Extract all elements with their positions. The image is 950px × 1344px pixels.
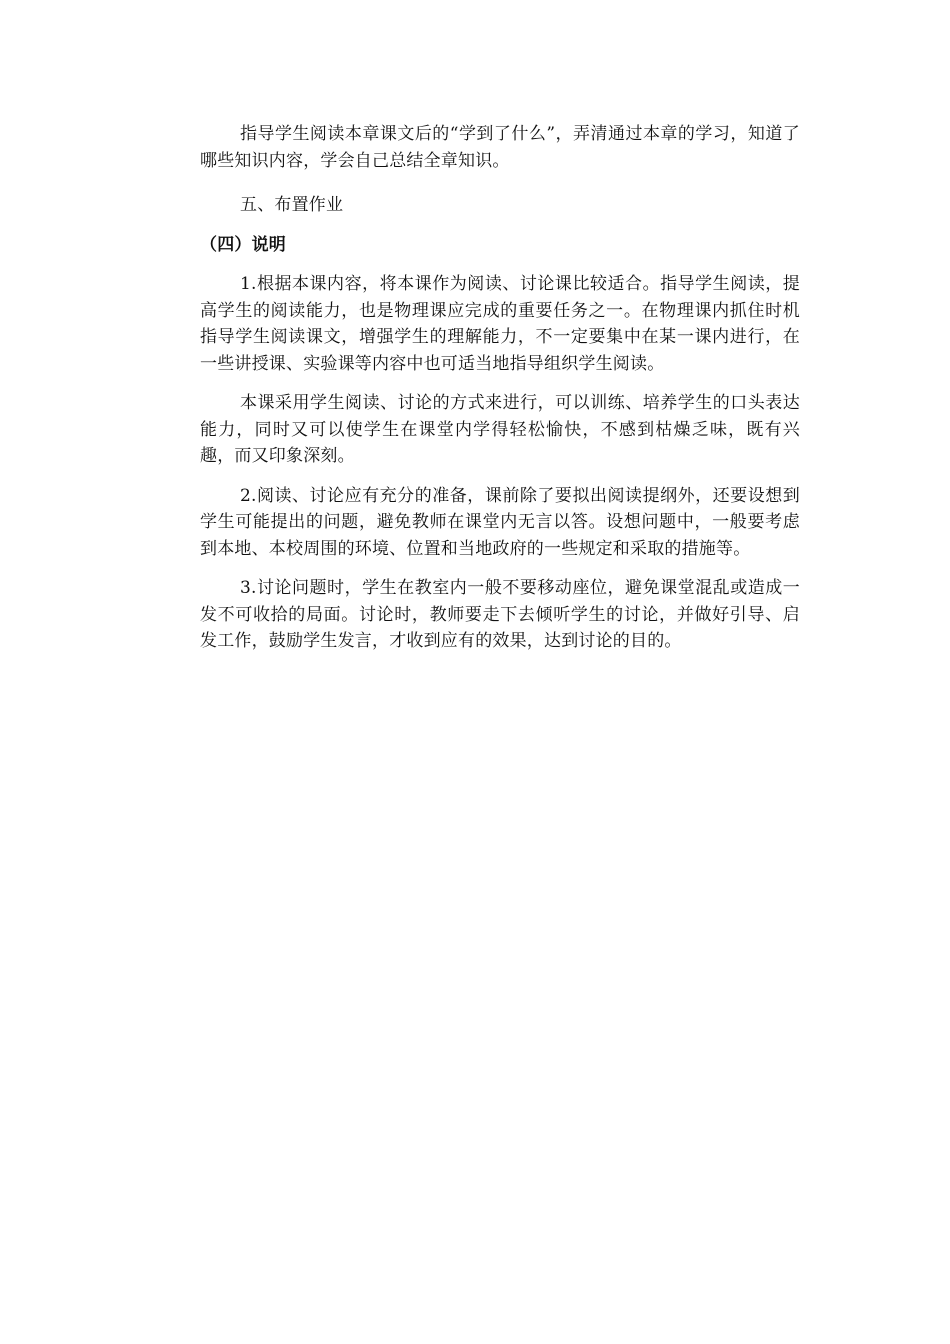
paragraph-note-1: 1.根据本课内容，将本课作为阅读、讨论课比较适合。指导学生阅读，提高学生的阅读能力，也是物理课应完成的重要任务之一。在物理课内抓住时机指导学生阅读课文，增强学生的理解能力，不一定要集中在某一课内进行，在一些讲授课、实验课等内容中也可适当地指导组织学生阅读。 (200, 274, 800, 374)
spacer (200, 470, 800, 483)
section-heading-homework: 五、布置作业 (240, 195, 344, 215)
section-heading-notes: （四）说明 (200, 234, 286, 255)
paragraph-summary-guidance: 指导学生阅读本章课文后的“学到了什么”，弄清通过本章的学习，知道了哪些知识内容，学会自己总结全章知识。 (200, 124, 800, 171)
document-body (200, 121, 800, 655)
spacer (200, 219, 800, 232)
spacer (200, 174, 800, 192)
paragraph-note-3: 3.讨论问题时，学生在教室内一般不要移动座位，避免课堂混乱或造成一发不可收拾的局面。讨论时，教师要走下去倾听学生的讨论，并做好引导、启发工作，鼓励学生发言，才收到应有的效果，达到讨论的目的。 (200, 578, 800, 651)
paragraph-note-2: 2.阅读、讨论应有充分的准备，课前除了要拟出阅读提纲外，还要设想到学生可能提出的问题，避免教师在课堂内无言以答。设想问题中，一般要考虑到本地、本校周围的环境、位置和当地政府的一些规定和采取的措施等。 (200, 485, 800, 559)
paragraph-note-1-continued: 本课采用学生阅读、讨论的方式来进行，可以训练、培养学生的口头表达能力，同时又可以使学生在课堂内学得轻松愉快，不感到枯燥乏味，既有兴趣，而又印象深刻。 (200, 393, 800, 466)
spacer (200, 377, 800, 390)
spacer (200, 258, 800, 271)
spacer (200, 562, 800, 575)
